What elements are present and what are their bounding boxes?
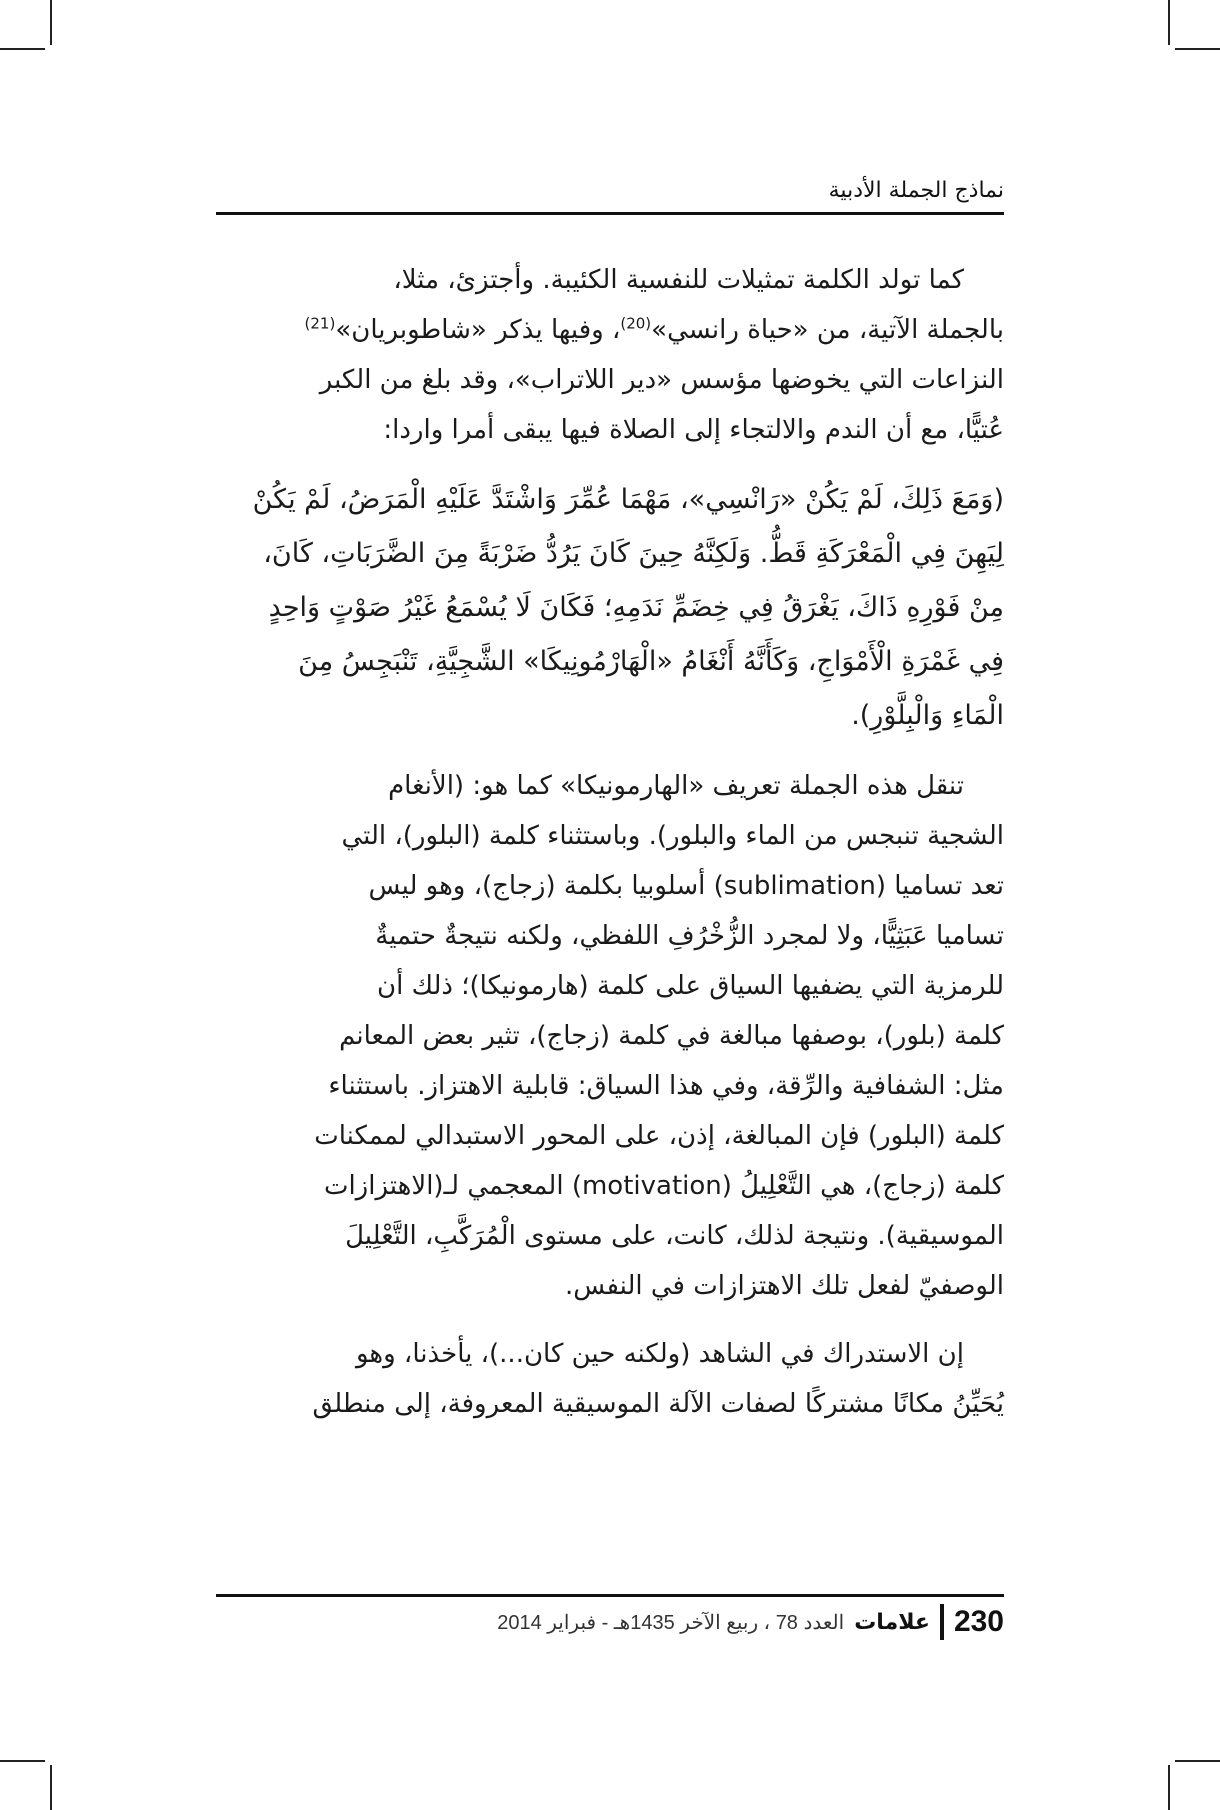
- quote-line: لِيَهِنَ فِي الْمَعْرَكَةِ قَطُّ. وَلَكِنَّهُ حِينَ كَانَ يَرُدُّ ضَرْبَةً مِنَ الضَّرَبَاتِ، كَانَ،: [263, 538, 1004, 569]
- book-page: [216, 0, 1004, 1810]
- crop-mark: [50, 0, 52, 45]
- issue-info: العدد 78 ، ربيع الآخر 1435هـ - فبراير 2014: [497, 1611, 845, 1634]
- text-line: عُتيًّا، مع أن الندم والالتجاء إلى الصلاة فيها يبقى أمرا واردا:: [383, 415, 1004, 445]
- footnote-ref: (21): [304, 314, 336, 333]
- crop-mark: [1175, 1760, 1220, 1762]
- text-line: كلمة (زجاج)، هي التَّعْلِيلُ (motivation) المعجمي لـ(الاهتزازات: [323, 1171, 1004, 1201]
- crop-mark: [1175, 48, 1220, 50]
- footer-divider: [940, 1604, 944, 1640]
- quotation: [216, 473, 1004, 743]
- text-line: الشجية تنبجس من الماء والبلور). وباستثناء كلمة (البلور)، التي: [341, 821, 1004, 851]
- text-line: كما تولد الكلمة تمثيلات للنفسية الكئيبة. وأجتزئ، مثلا،: [393, 265, 964, 295]
- body-text: [216, 255, 1004, 1447]
- page-footer: [497, 1604, 1004, 1640]
- text-line: إن الاستدراك في الشاهد (ولكنه حين كان...)، يأخذنا، وهو: [355, 1339, 964, 1369]
- text-line: مثل: الشفافية والرِّقة، وفي هذا السياق: قابلية الاهتزاز. باستثناء: [328, 1071, 1004, 1101]
- text-line: النزاعات التي يخوضها مؤسس «دير اللاتراب»، وقد بلغ من الكبر: [319, 365, 1004, 395]
- text-line: [216, 305, 1004, 355]
- text-line: كلمة (بلور)، بوصفها مبالغة في كلمة (زجاج)، تثير بعض المعانم: [339, 1021, 1004, 1051]
- running-head: نماذج الجملة الأدبية: [828, 178, 1004, 203]
- text-line: يُحَيِّنُ مكانًا مشتركًا لصفات الآلة الموسيقية المعروفة، إلى منطلق: [312, 1389, 1004, 1419]
- text-line: تساميا عَبَثِيًّا، ولا لمجرد الزُّخْرُفِ اللفظي، ولكنه نتيجةٌ حتميةٌ: [375, 921, 1004, 951]
- quote-line: (وَمَعَ ذَلِكَ، لَمْ يَكُنْ «رَانْسِي»، مَهْمَا عُمِّرَ وَاشْتَدَّ عَلَيْهِ الْمَرَضُ، لَمْ يَكُنْ: [252, 484, 1004, 515]
- text-fragment: بالجملة الآتية، من «حياة رانسي»: [651, 315, 1004, 345]
- text-line: تعد تساميا (sublimation) أسلوبيا بكلمة (زجاج)، وهو ليس: [368, 871, 1004, 901]
- crop-mark: [0, 1760, 45, 1762]
- journal-logo: علامات: [854, 1609, 930, 1635]
- text-line: الموسيقية). ونتيجة لذلك، كانت، على مستوى الْمُرَكَّبِ، التَّعْلِيلَ: [345, 1221, 1004, 1251]
- crop-mark: [0, 48, 45, 50]
- paragraph: [216, 255, 1004, 455]
- text-line: تنقل هذه الجملة تعريف «الهارمونيكا» كما هو: (الأنغام: [388, 771, 964, 801]
- footnote-ref: (20): [620, 314, 652, 333]
- footer-rule: [216, 1594, 1004, 1597]
- crop-mark: [1168, 1765, 1170, 1810]
- header-rule: [216, 212, 1004, 215]
- quote-line: الْمَاءِ وَالْبِلَّوْرِ).: [851, 700, 1004, 731]
- quote-line: فِي غَمْرَةِ الْأَمْوَاجِ، وَكَأَنَّهُ أَنْغَامُ «الْهَارْمُونِيكَا» الشَّجِيَّةِ، تَنْبَجِسُ مِنَ: [298, 646, 1004, 677]
- paragraph: [216, 1329, 1004, 1429]
- text-line: كلمة (البلور) فإن المبالغة، إذن، على المحور الاستبدالي لممكنات: [314, 1121, 1004, 1151]
- crop-mark: [50, 1765, 52, 1810]
- page-number: 230: [953, 1605, 1004, 1638]
- text-fragment: ، وفيها يذكر «شاطوبريان»: [335, 315, 621, 345]
- paragraph: [216, 761, 1004, 1311]
- text-line: الوصفيّ لفعل تلك الاهتزازات في النفس.: [565, 1271, 1004, 1301]
- text-line: للرمزية التي يضفيها السياق على كلمة (هارمونيكا)؛ ذلك أن: [376, 971, 1004, 1001]
- crop-mark: [1168, 0, 1170, 45]
- quote-line: مِنْ فَوْرِهِ ذَاكَ، يَغْرَقُ فِي خِضَمِّ نَدَمِهِ؛ فَكَانَ لَا يُسْمَعُ غَيْرُ صَوْتٍ وَاحِدٍ: [268, 592, 1004, 623]
